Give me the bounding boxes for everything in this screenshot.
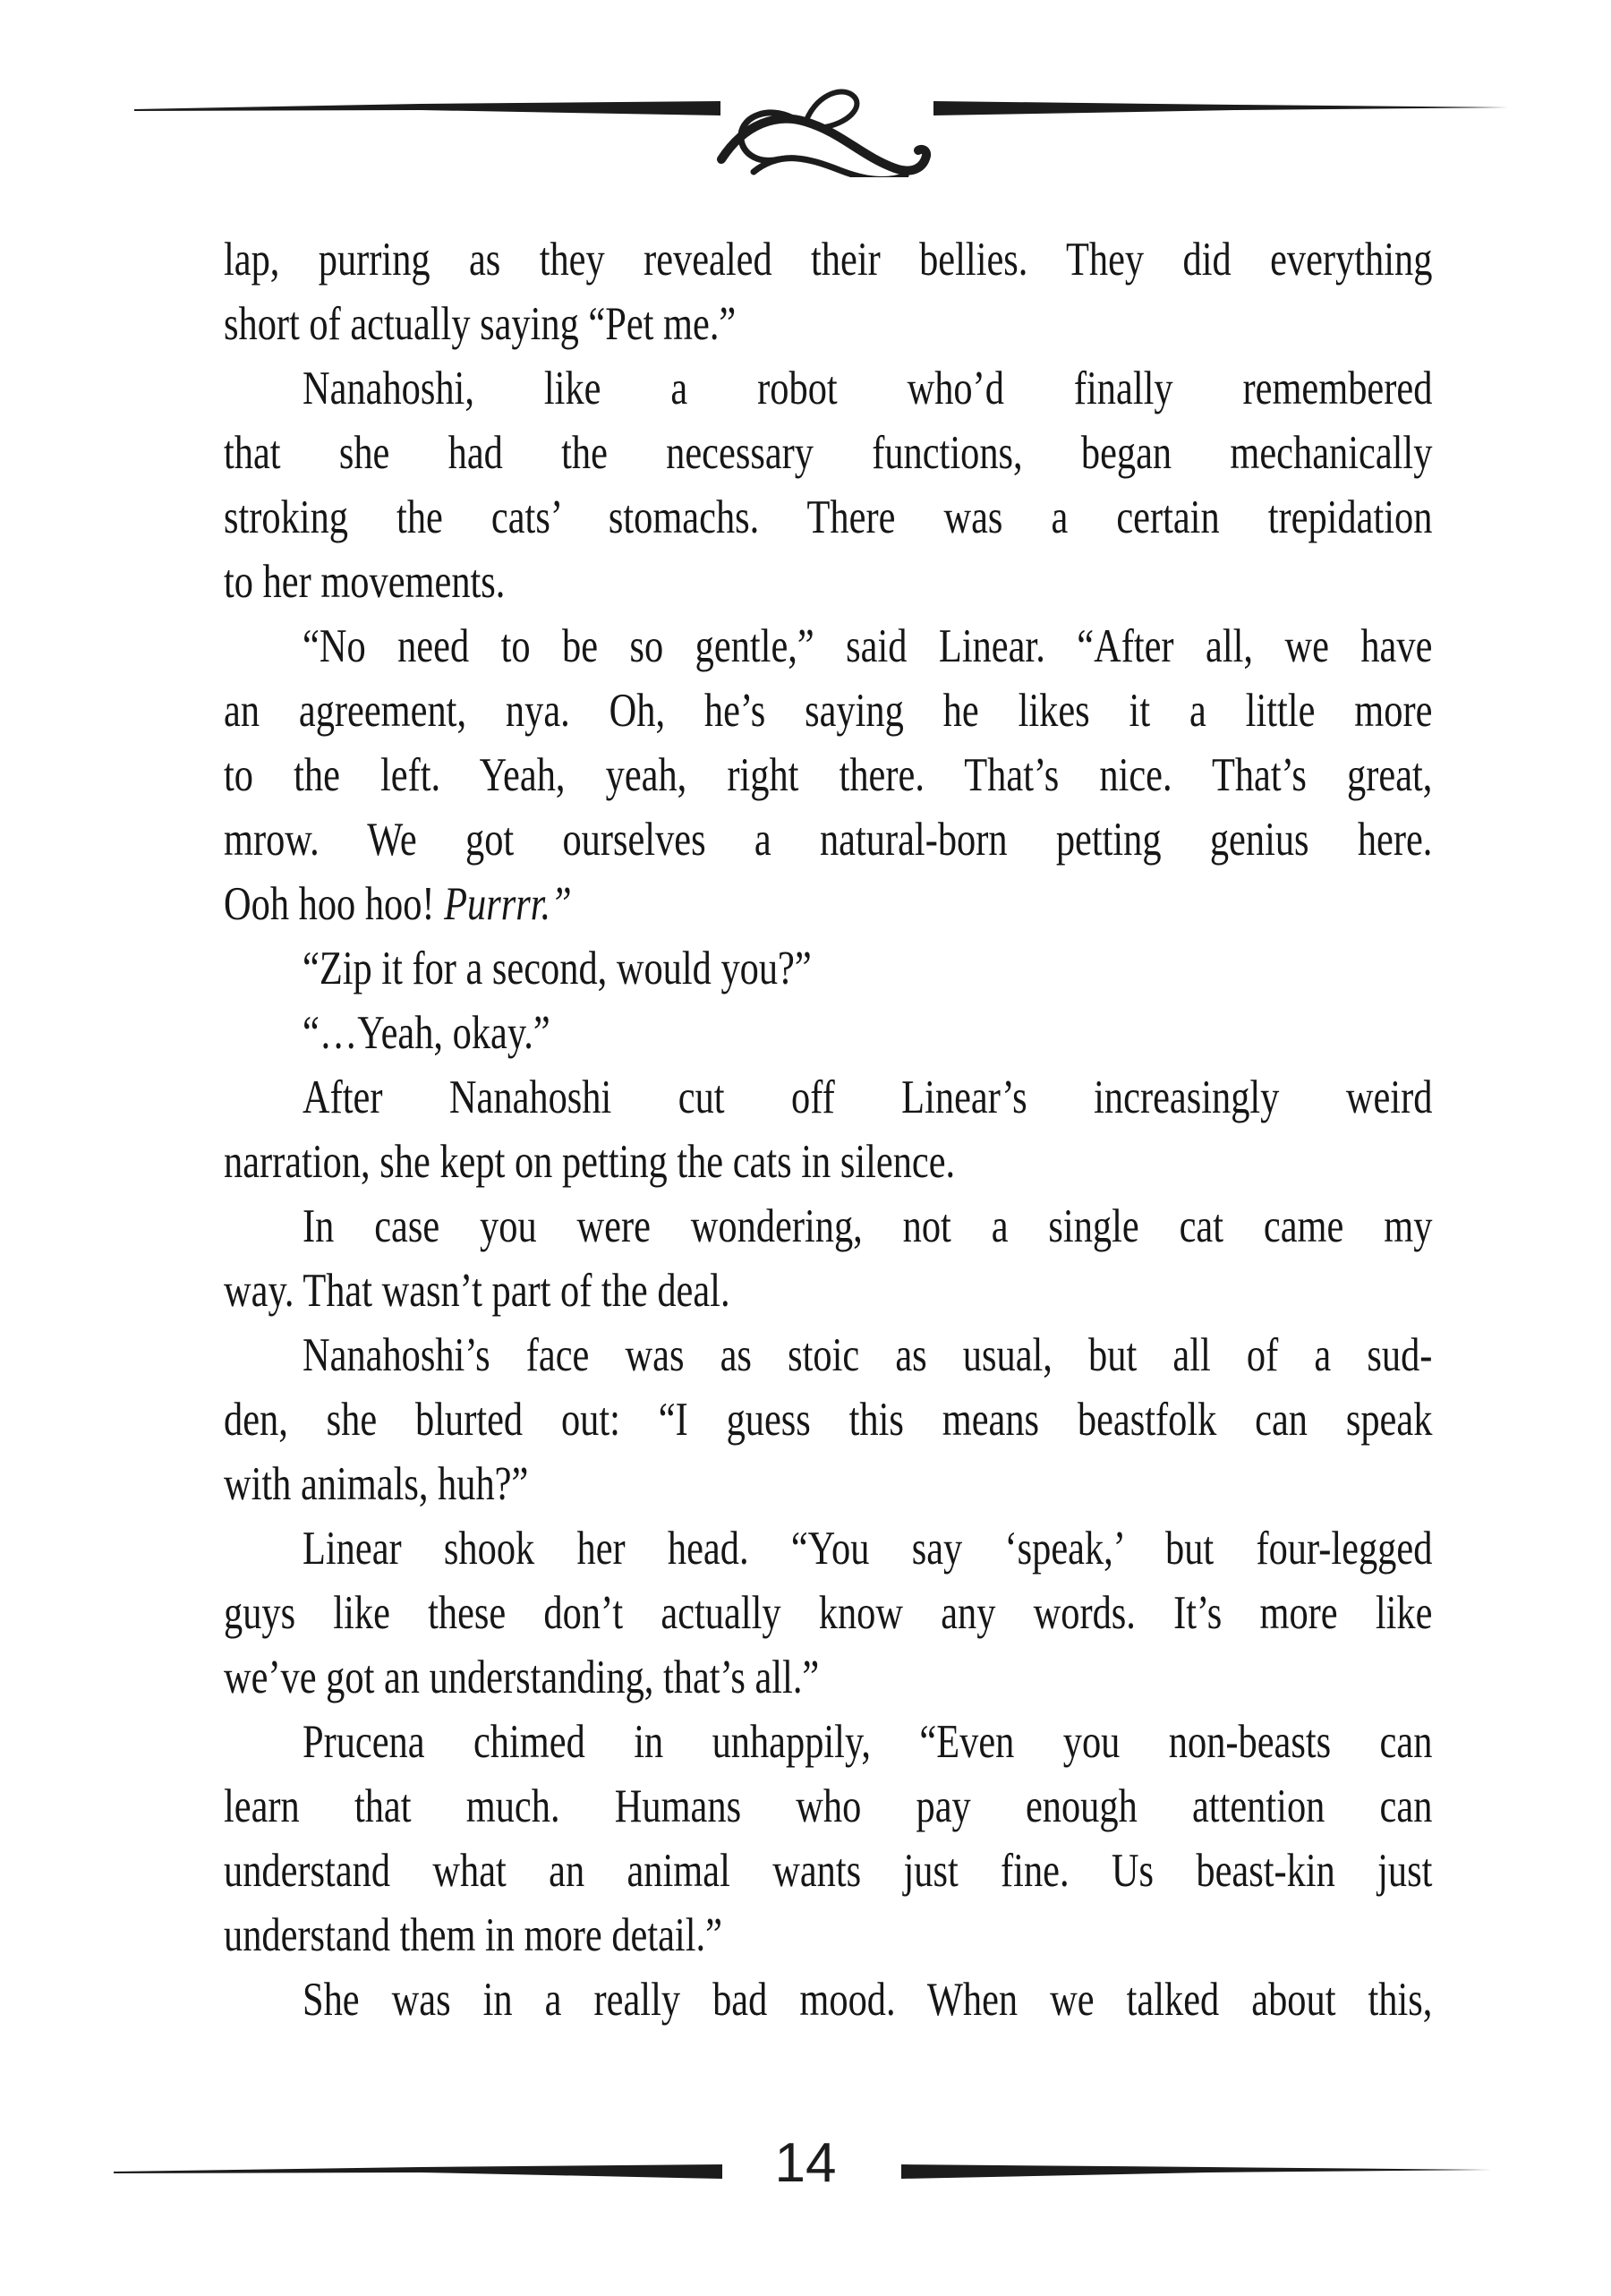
text-line (224, 485, 1432, 550)
text-line (224, 807, 1432, 872)
text-segment: She was in a really bad mood. When we talked about this, (303, 1974, 1433, 2026)
text-line (224, 1452, 1432, 1516)
text-segment: After Nanahoshi cut off Linear’s increasingly weird (303, 1071, 1433, 1123)
text-segment: den, she blurted out: “I guess this means beastfolk can speak (224, 1394, 1433, 1446)
text-line (224, 1645, 1432, 1710)
text-line (224, 1516, 1432, 1581)
text-line (224, 1323, 1432, 1387)
text-segment: we’ve got an understanding, that’s all.” (224, 1652, 820, 1703)
text-segment: with animals, huh?” (224, 1458, 529, 1510)
text-line (224, 1839, 1432, 1903)
italic-text-segment: Purrrr.” (444, 878, 572, 930)
text-segment: Nanahoshi, like a robot who’d finally remembered (303, 363, 1433, 414)
text-segment: understand them in more detail.” (224, 1909, 722, 1961)
page-number: 14 (774, 2132, 837, 2194)
text-segment: learn that much. Humans who pay enough attention can (224, 1780, 1433, 1832)
header-right-rule (933, 101, 1508, 115)
text-segment: guys like these don’t actually know any words. It’s more like (224, 1587, 1433, 1639)
text-segment: lap, purring as they revealed their bellies. They did everything (224, 234, 1433, 286)
text-segment: short of actually saying “Pet me.” (224, 298, 737, 350)
text-segment: Prucena chimed in unhappily, “Even you non-beasts can (303, 1716, 1433, 1768)
header-left-rule (134, 101, 720, 115)
text-line (224, 1903, 1432, 1967)
text-segment: Nanahoshi’s face was as stoic as usual, but all of a sud- (303, 1329, 1433, 1381)
text-segment: stroking the cats’ stomachs. There was a certain trepidation (224, 491, 1433, 543)
text-segment: narration, she kept on petting the cats in silence. (224, 1136, 956, 1188)
text-line (224, 227, 1432, 292)
text-line (224, 550, 1432, 614)
text-line (224, 421, 1432, 485)
text-line (224, 1774, 1432, 1839)
text-line (224, 1130, 1432, 1194)
text-segment: “No need to be so gentle,” said Linear. “After all, we have (303, 620, 1433, 672)
body-text (224, 227, 1432, 2032)
header-flourish-ornament (0, 34, 1611, 177)
text-line (224, 614, 1432, 679)
text-line (224, 356, 1432, 421)
text-segment: to the left. Yeah, yeah, right there. That’s nice. That’s great, (224, 749, 1433, 801)
text-line (224, 1387, 1432, 1452)
text-line (224, 1967, 1432, 2032)
text-segment: “Zip it for a second, would you?” (303, 943, 812, 994)
text-segment: an agreement, nya. Oh, he’s saying he likes it a little more (224, 685, 1433, 737)
text-line (224, 743, 1432, 807)
text-line (224, 1194, 1432, 1259)
text-line (224, 1001, 1432, 1065)
text-line (224, 872, 1432, 936)
text-segment: In case you were wondering, not a single cat came my (303, 1200, 1433, 1252)
text-line (224, 936, 1432, 1001)
text-segment: understand what an animal wants just fine. Us beast-kin just (224, 1845, 1433, 1897)
text-line (224, 679, 1432, 743)
text-line (224, 1065, 1432, 1130)
text-line (224, 1710, 1432, 1774)
text-line (224, 292, 1432, 356)
text-segment: Linear shook her head. “You say ‘speak,’ but four-legged (303, 1523, 1433, 1575)
text-segment: that she had the necessary functions, began mechanically (224, 427, 1433, 479)
text-line (224, 1259, 1432, 1323)
text-line (224, 1581, 1432, 1645)
text-segment: “…Yeah, okay.” (303, 1007, 550, 1059)
text-segment: mrow. We got ourselves a natural-born petting genius here. (224, 814, 1433, 866)
text-segment: way. That wasn’t part of the deal. (224, 1265, 730, 1317)
text-segment: to her movements. (224, 556, 506, 608)
flourish-icon (721, 92, 926, 177)
text-segment: Ooh hoo hoo! (224, 878, 445, 930)
